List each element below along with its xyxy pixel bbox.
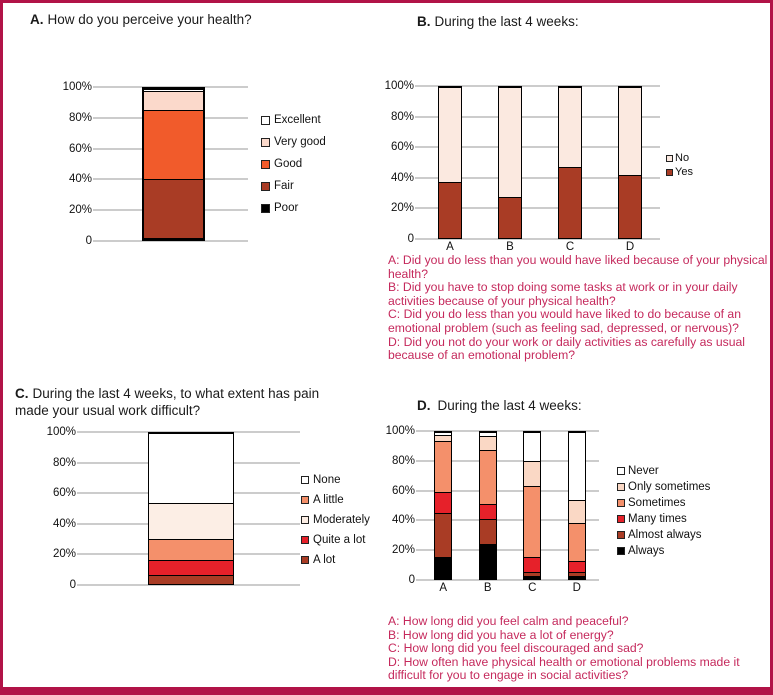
legend-swatch-no	[666, 155, 673, 162]
stacked-bar-d	[618, 86, 642, 239]
bars-row	[420, 86, 660, 239]
stacked-bar-c	[558, 86, 582, 239]
x-axis-label: D	[572, 582, 581, 594]
legend-swatch-fair	[261, 182, 270, 191]
legend-swatch-yes	[666, 169, 673, 176]
legend-item	[261, 180, 326, 192]
legend-item	[301, 474, 370, 486]
segment-many-times	[480, 504, 496, 519]
legend-swatch-a-little	[301, 496, 309, 504]
legend-swatch-quite-a-lot	[301, 536, 309, 544]
legend-item	[261, 136, 326, 148]
legend-label: Moderately	[313, 514, 370, 526]
legend-swatch-excellent	[261, 116, 270, 125]
segment-many-times	[435, 492, 451, 513]
bars-row	[82, 432, 300, 585]
panel-d-letter: D.	[417, 398, 431, 413]
y-axis-tick-label: 80%	[52, 456, 76, 469]
segment-poor	[144, 238, 203, 240]
legend-label: Sometimes	[628, 497, 686, 509]
stacked-bar-a	[434, 431, 452, 580]
legend-item	[617, 529, 710, 541]
bar-slot	[555, 431, 600, 580]
y-axis-tick-label: 100%	[385, 425, 415, 437]
chart-perceived-health	[30, 81, 326, 247]
legend-label: Good	[274, 158, 303, 170]
legend	[261, 114, 326, 224]
legend-label: Poor	[274, 202, 299, 214]
legend-label: Never	[628, 465, 659, 477]
legend-label: A little	[313, 494, 344, 506]
segment-only-sometimes	[569, 500, 585, 524]
bar-slot	[421, 431, 466, 580]
segment-never	[524, 432, 540, 461]
plot-area	[82, 432, 300, 585]
y-axis-tick-label: 40%	[68, 173, 92, 186]
segment-sometimes	[569, 523, 585, 561]
chart-pain-difficulty	[15, 426, 370, 591]
panel-b-letter: B.	[417, 14, 431, 29]
question-item: A: Did you do less than you would have liked because of your physical health?	[388, 253, 768, 281]
segment-none	[149, 433, 233, 502]
x-axis-label: C	[565, 241, 575, 253]
legend-item	[261, 202, 326, 214]
x-axis-label: A	[446, 241, 454, 253]
legend-swatch-good	[261, 160, 270, 169]
panel-a-letter: A.	[30, 12, 44, 27]
y-axis-tick-label: 0	[407, 233, 414, 245]
legend-item	[301, 534, 370, 546]
segment-no	[619, 87, 641, 175]
panel-d-question-key	[388, 615, 772, 683]
stacked-bar	[148, 432, 234, 585]
question-item: B: Did you have to stop doing some tasks at work or in your daily activities because of your physical health?	[388, 280, 738, 308]
stacked-bar-d	[568, 431, 586, 580]
bar-slot	[98, 87, 248, 241]
legend-item	[666, 166, 693, 178]
legend-label: Almost always	[628, 529, 702, 541]
bars-row	[98, 87, 248, 241]
segment-yes	[499, 197, 521, 238]
segment-only-sometimes	[480, 436, 496, 449]
segment-a-little	[149, 539, 233, 560]
panel-b-title	[417, 13, 579, 30]
y-axis-tick-label: 40%	[390, 171, 414, 184]
question-item: C: Did you do less than you would have liked to do because of an emotional problem (such as feeling sad, depressed, or nervous)?	[388, 307, 741, 335]
x-axis-label: A	[439, 582, 448, 594]
legend-item	[617, 513, 710, 525]
y-axis-tick-label: 20%	[391, 544, 415, 557]
bars-row	[421, 431, 599, 580]
question-item: B: How long did you have a lot of energy?	[388, 627, 614, 642]
x-axis-label: C	[528, 582, 537, 594]
segment-sometimes	[480, 450, 496, 504]
panel-d-title	[417, 397, 582, 414]
panel-a-title	[30, 11, 252, 28]
legend-swatch-never	[617, 467, 625, 475]
legend-label: Very good	[274, 136, 326, 148]
x-axis-label: D	[625, 241, 635, 253]
y-axis-tick-label: 0	[69, 579, 76, 591]
legend	[666, 152, 693, 180]
y-axis-tick-label: 60%	[390, 141, 414, 154]
y-axis-tick-label: 0	[85, 235, 92, 247]
y-axis-tick-label: 80%	[391, 454, 415, 467]
x-axis-labels	[420, 241, 660, 253]
y-axis-tick-label: 100%	[384, 80, 414, 92]
chart-frequency-feelings	[363, 425, 711, 594]
segment-sometimes	[435, 441, 451, 492]
x-axis-labels	[421, 582, 599, 594]
y-axis-tick-label: 60%	[52, 487, 76, 500]
y-axis-tick-label: 40%	[391, 514, 415, 527]
legend-label: No	[675, 152, 690, 164]
bar-slot	[540, 86, 600, 239]
legend-item	[617, 545, 710, 557]
question-item: C: How long did you feel discouraged and sad?	[388, 641, 644, 656]
legend-swatch-moderately	[301, 516, 309, 524]
plot-area	[420, 86, 660, 253]
segment-a-lot	[149, 575, 233, 584]
legend-label: Always	[628, 545, 665, 557]
segment-only-sometimes	[524, 461, 540, 486]
chart-yes-no-limitations	[357, 80, 693, 253]
y-axis	[357, 80, 420, 245]
legend	[617, 465, 710, 561]
question-item: D: How often have physical health or emotional problems made it difficult for you to engage in social activities?	[388, 654, 740, 683]
y-axis-tick-label: 20%	[52, 548, 76, 561]
panel-b-question: During the last 4 weeks:	[434, 14, 579, 29]
panel-c-question: During the last 4 weeks, to what extent has pain made your usual work difficult?	[15, 386, 320, 418]
y-axis-tick-label: 80%	[390, 110, 414, 123]
question-item: A: How long did you feel calm and peaceful?	[388, 614, 629, 628]
legend-label: Many times	[628, 513, 687, 525]
segment-almost-always	[435, 513, 451, 557]
legend-swatch-none	[301, 476, 309, 484]
y-axis	[30, 81, 98, 247]
stacked-bar-b	[479, 431, 497, 580]
bar-slot	[82, 432, 300, 585]
segment-almost-always	[480, 519, 496, 544]
legend-item	[301, 554, 370, 566]
legend-item	[617, 465, 710, 477]
panel-c-title	[15, 385, 327, 419]
segment-many-times	[569, 561, 585, 571]
legend-item	[301, 494, 370, 506]
bar-slot	[510, 431, 555, 580]
legend-label: A lot	[313, 554, 336, 566]
panel-c-letter: C.	[15, 386, 29, 401]
y-axis-tick-label: 80%	[68, 111, 92, 124]
legend-swatch-a-lot	[301, 556, 309, 564]
segment-always	[524, 576, 540, 579]
y-axis	[15, 426, 82, 591]
legend-swatch-only-sometimes	[617, 483, 625, 491]
plot-area	[421, 431, 599, 594]
y-axis-tick-label: 0	[408, 574, 415, 586]
panel-b-question-key	[388, 254, 772, 363]
segment-no	[499, 87, 521, 197]
legend-item	[617, 497, 710, 509]
segment-very-good	[144, 91, 203, 111]
legend-swatch-almost-always	[617, 531, 625, 539]
legend-item	[617, 481, 710, 493]
segment-no	[439, 87, 461, 182]
legend-label: Only sometimes	[628, 481, 711, 493]
segment-good	[144, 110, 203, 179]
legend-swatch-poor	[261, 204, 270, 213]
bar-slot	[420, 86, 480, 239]
segment-always	[569, 576, 585, 579]
legend-swatch-many-times	[617, 515, 625, 523]
segment-many-times	[524, 557, 540, 572]
y-axis-tick-label: 100%	[62, 81, 92, 93]
legend-label: Excellent	[274, 114, 321, 126]
x-axis-label: B	[506, 241, 514, 253]
segment-fair	[144, 179, 203, 238]
stacked-bar-a	[438, 86, 462, 239]
y-axis-tick-label: 60%	[68, 142, 92, 155]
legend-item	[301, 514, 370, 526]
legend-label: None	[313, 474, 341, 486]
bar-slot	[600, 86, 660, 239]
segment-yes	[439, 182, 461, 238]
stacked-bar	[142, 87, 205, 241]
legend-label: Fair	[274, 180, 294, 192]
question-item: D: Did you not do your work or daily activities as carefully as usual because of an emotional problem?	[388, 334, 745, 363]
segment-yes	[559, 167, 581, 238]
panel-a-question: How do you perceive your health?	[47, 12, 252, 27]
y-axis-tick-label: 20%	[390, 202, 414, 215]
legend-swatch-sometimes	[617, 499, 625, 507]
bar-slot	[480, 86, 540, 239]
segment-always	[480, 544, 496, 579]
segment-never	[569, 432, 585, 500]
y-axis-tick-label: 40%	[52, 517, 76, 530]
legend-label: Quite a lot	[313, 534, 366, 546]
stacked-bar-b	[498, 86, 522, 239]
legend	[301, 474, 370, 574]
legend-item	[261, 158, 326, 170]
segment-moderately	[149, 503, 233, 539]
legend-item	[261, 114, 326, 126]
legend-label: Yes	[675, 166, 693, 178]
legend-swatch-very-good	[261, 138, 270, 147]
bar-slot	[466, 431, 511, 580]
stacked-bar-c	[523, 431, 541, 580]
segment-always	[435, 557, 451, 579]
legend-item	[666, 152, 693, 164]
segment-sometimes	[524, 486, 540, 557]
legend-swatch-always	[617, 547, 625, 555]
y-axis-tick-label: 20%	[68, 204, 92, 217]
y-axis-tick-label: 60%	[391, 484, 415, 497]
y-axis-tick-label: 100%	[46, 426, 76, 438]
panel-d-question: During the last 4 weeks:	[437, 398, 582, 413]
segment-no	[559, 87, 581, 167]
y-axis	[363, 425, 421, 586]
segment-quite-a-lot	[149, 560, 233, 575]
x-axis-label: B	[483, 582, 492, 594]
segment-yes	[619, 175, 641, 238]
plot-area	[98, 87, 248, 241]
